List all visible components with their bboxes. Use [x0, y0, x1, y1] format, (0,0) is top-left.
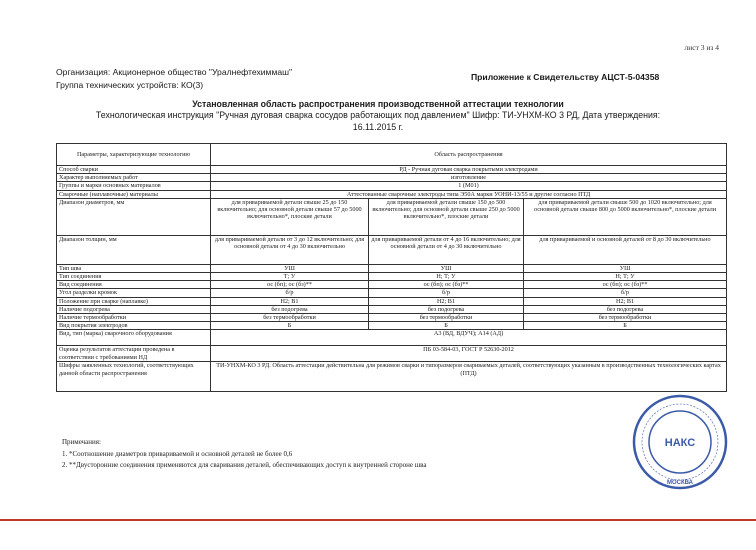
table-row: [57, 166, 727, 174]
table-row: [57, 297, 727, 305]
row-param: Положение при сварке (наплавке): [57, 297, 211, 305]
thickness-range-2: для привариваемой детали от 4 до 16 включительно; для основной детали от 4 до 30 включительно: [369, 235, 524, 264]
row-value-3: б/р: [524, 289, 727, 297]
diameter-range-1: для привариваемой детали свыше 25 до 150 включительно; для основной детали свыше 57 до 5000 включительно*, плоские детали: [211, 198, 369, 235]
row-param: Вид покрытия электродов: [57, 322, 211, 330]
row-value-1: б/р: [211, 289, 369, 297]
sheet-number: лист 3 из 4: [684, 43, 719, 52]
row-value-1: ос (бп); ос (бз)**: [211, 281, 369, 289]
row-value-1: Н2; В1: [211, 297, 369, 305]
row-value-2: Н; Т; У: [369, 273, 524, 281]
row-param: Шифры заявленных технологий, соответствующих данной области распространения: [57, 362, 211, 392]
row-param: Наличие подогрева: [57, 305, 211, 313]
row-value: РД - Ручная дуговая сварка покрытыми электродами: [211, 166, 727, 174]
row-value-2: УШ: [369, 264, 524, 272]
stamp-center-text: НАКС: [664, 437, 696, 449]
row-value-1: УШ: [211, 264, 369, 272]
header-param: Параметры, характеризующие технологию: [57, 144, 211, 166]
table-row: [57, 182, 727, 190]
diameter-range-2: для привариваемой детали свыше 150 до 500 включительно; для основной детали свыше 250 до 5000 включительно*, плоские детали: [369, 198, 524, 235]
table-row: [57, 305, 727, 313]
row-value: ТИ-УНХМ-КО 3 РД. Область аттестации действительна для режимов сварки и типоразмеров свариваемых деталей, соответствующих указанным в производственных технологических картах (ПТД): [211, 362, 727, 392]
row-param: Диапазон диаметров, мм: [57, 198, 211, 235]
table-row: [57, 362, 727, 392]
row-value-2: ос (бп); ос (бз)**: [369, 281, 524, 289]
table-row: [57, 273, 727, 281]
row-value-3: Н2; В1: [524, 297, 727, 305]
table-header: [57, 144, 727, 166]
approval-date: 16.11.2015 г.: [352, 122, 404, 132]
table-row: [57, 322, 727, 330]
row-value-1: Т; У: [211, 273, 369, 281]
row-value-3: Н; Т; У: [524, 273, 727, 281]
row-param: Способ сварки: [57, 166, 211, 174]
scope-table: [56, 143, 727, 392]
row-param: Вид соединения: [57, 281, 211, 289]
row-param: Угол разделки кромок: [57, 289, 211, 297]
row-value-2: без термообработки: [369, 314, 524, 322]
table-row: [57, 281, 727, 289]
row-value: изготовление: [211, 174, 727, 182]
table-row: [57, 346, 727, 362]
row-param: Наличие термообработки: [57, 314, 211, 322]
row-value-1: без подогрева: [211, 305, 369, 313]
table-row-diameter: [57, 198, 727, 235]
table-row: [57, 174, 727, 182]
note-item: 2. **Двусторонние соединения применяются для сваривания деталей, обеспечивающих доступ к внутренней стороне шва: [62, 461, 427, 469]
row-value-3: Б: [524, 322, 727, 330]
row-value: ПБ 03-584-03, ГОСТ Р 52630-2012: [211, 346, 727, 362]
footer-line: [0, 519, 756, 521]
row-value-3: УШ: [524, 264, 727, 272]
table-row: [57, 289, 727, 297]
row-param: Тип шва: [57, 264, 211, 272]
row-value: Аттестованные сварочные электроды типа Э50А марки УОНИ-13/55 и другие согласно ПТД: [211, 190, 727, 198]
note-item: 1. *Соотношение диаметров привариваемой и основной деталей не более 0,6: [62, 450, 293, 458]
row-value-3: ос (бп); ос (бз)**: [524, 281, 727, 289]
row-param: Сварочные (наплавочные) материалы: [57, 190, 211, 198]
document-subtitle: Технологическая инструкция "Ручная дуговая сварка сосудов работающих под давлением" Шифр: ТИ-УНХМ-КО 3 РД, Дата утверждения:: [95, 110, 661, 120]
notes-title: Примечания:: [62, 438, 101, 446]
thickness-range-1: для привариваемой детали от 3 до 12 включительно; для основной детали от 4 до 30 включительно: [211, 235, 369, 264]
row-value-3: без термообработки: [524, 314, 727, 322]
table-row: [57, 264, 727, 272]
row-value: 1 (М01): [211, 182, 727, 190]
thickness-range-3: для привариваемой и основной деталей от 8 до 30 включительно: [524, 235, 727, 264]
row-value: А3 (ВД, ВДУЧ); А14 (АД): [211, 330, 727, 346]
row-param: Характер выполняемых работ: [57, 174, 211, 182]
row-value-3: без подогрева: [524, 305, 727, 313]
row-value-2: б/р: [369, 289, 524, 297]
table-row-thickness: [57, 235, 727, 264]
row-param: Группы и марки основных материалов: [57, 182, 211, 190]
appendix-title: Приложение к Свидетельству АЦСТ-5-04358: [471, 72, 660, 82]
stamp-bottom-text: МОСКВА: [666, 480, 694, 486]
row-value-2: Б: [369, 322, 524, 330]
organization: Организация: Акционерное общество "Уралнефтехиммаш": [56, 67, 293, 77]
header-scope: Область распространения: [211, 144, 727, 166]
row-param: Вид, тип (марка) сварочного оборудования: [57, 330, 211, 346]
table-row: [57, 190, 727, 198]
row-param: Оценка результатов аттестации проведена в соответствии с требованиями НД: [57, 346, 211, 362]
row-value-1: Б: [211, 322, 369, 330]
naks-stamp: [630, 392, 730, 492]
table-row: [57, 330, 727, 346]
device-group: Группа технических устройств: КО(3): [56, 80, 204, 90]
row-param: Тип соединения: [57, 273, 211, 281]
row-param: Диапазон толщин, мм: [57, 235, 211, 264]
row-value-2: Н2; В1: [369, 297, 524, 305]
table-row: [57, 314, 727, 322]
diameter-range-3: для привариваемой детали свыше 500 до 1020 включительно; для основной детали свыше 800 до 5000 включительно*, плоские детали: [524, 198, 727, 235]
row-value-1: без термообработки: [211, 314, 369, 322]
document-title: Установленная область распространения производственной аттестации технологии: [192, 99, 564, 109]
row-value-2: без подогрева: [369, 305, 524, 313]
